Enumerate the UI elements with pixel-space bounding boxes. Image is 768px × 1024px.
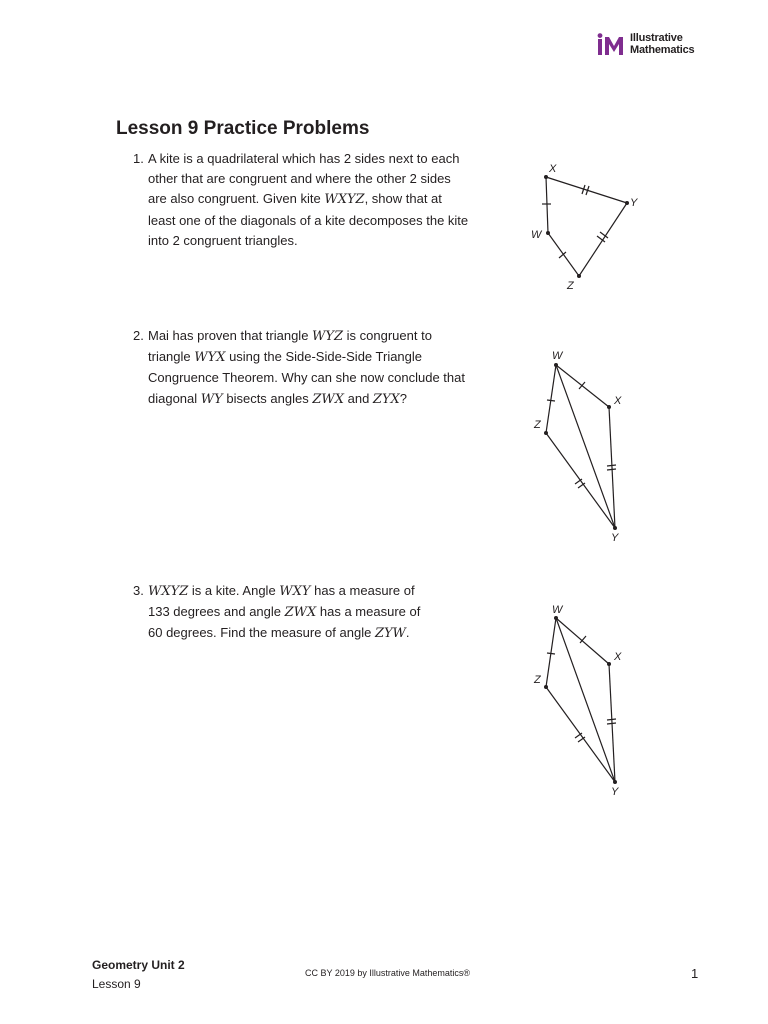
- brand-logo-text: [630, 33, 694, 56]
- problem-text-segment: and: [344, 390, 373, 406]
- vertex-label-x: X: [614, 651, 622, 663]
- kite-figure-1: [525, 158, 645, 293]
- vertex-label-z: Z: [534, 419, 541, 431]
- brand-line-1: Illustrative: [630, 32, 683, 44]
- problem-line: [148, 149, 468, 169]
- vertex-label-w: W: [552, 350, 563, 362]
- math-expression: ZYX: [372, 391, 400, 407]
- kite-figure-3: [525, 600, 645, 800]
- problem-text-segment: is congruent to: [343, 328, 432, 343]
- problem-text-segment: using the Side-Side-Side Triangle: [225, 349, 423, 365]
- problem-number: 3.: [133, 583, 144, 598]
- problem-text-segment: has a measure of: [310, 583, 415, 598]
- math-expression: WXYZ: [324, 192, 365, 208]
- problem-2: [133, 326, 465, 410]
- vertex-label-x: X: [614, 395, 622, 407]
- problem-text-segment: is a kite. Angle: [188, 583, 280, 598]
- vertex-label-y: Y: [611, 532, 619, 544]
- math-expression: WXY: [279, 584, 311, 599]
- problem-text-segment: triangle: [148, 349, 195, 365]
- math-expression: ZYW: [374, 626, 406, 642]
- problem-line: [148, 169, 468, 189]
- vertex-label-z: Z: [534, 674, 541, 686]
- kite-figure-2: [525, 345, 645, 545]
- problem-text-segment: Mai has proven that triangle: [148, 328, 313, 343]
- vertex-label-z: Z: [567, 280, 574, 292]
- footer-course: Geometry Unit 2: [92, 958, 185, 972]
- problem-line: [148, 389, 465, 410]
- vertex-label-w: W: [552, 604, 563, 616]
- math-expression: WYX: [194, 350, 226, 366]
- problem-3: [133, 581, 421, 645]
- footer-lesson: Lesson 9: [92, 977, 141, 991]
- problem-text-segment: 133 degrees and angle: [148, 604, 285, 620]
- vertex-label-y: Y: [630, 197, 638, 209]
- problem-text-segment: are also congruent. Given kite: [148, 191, 325, 207]
- problem-line: [148, 326, 465, 347]
- problem-text-segment: diagonal: [148, 390, 201, 406]
- problem-text-segment: 60 degrees. Find the measure of angle: [148, 625, 375, 641]
- problem-1: [133, 149, 469, 251]
- problem-text-segment: .: [405, 625, 410, 641]
- problem-text-segment: bisects angles: [222, 390, 313, 406]
- vertex-label-y: Y: [611, 786, 619, 798]
- problem-number: 1.: [133, 151, 144, 166]
- problem-text-segment: least one of the diagonals of a kite decomposes the kite: [148, 212, 469, 228]
- problem-line: [148, 189, 468, 210]
- problem-line: [148, 623, 420, 644]
- problem-number: 2.: [133, 328, 144, 343]
- math-expression: ZWX: [284, 605, 317, 621]
- vertex-label-x: X: [549, 163, 557, 175]
- math-expression: WYZ: [312, 329, 344, 344]
- problem-text-segment: other that are congruent and where the other 2 sides: [148, 171, 451, 187]
- vertex-label-w: W: [531, 229, 542, 241]
- problem-line: [148, 368, 465, 388]
- math-expression: WXYZ: [148, 584, 189, 599]
- problem-line: [148, 581, 420, 602]
- page-number: 1: [691, 966, 699, 981]
- problem-line: [148, 231, 468, 251]
- footer-course-info: [92, 956, 185, 994]
- page-title: Lesson 9 Practice Problems: [116, 118, 370, 139]
- problem-text-segment: Congruence Theorem. Why can she now conclude that: [148, 370, 465, 386]
- problem-text-segment: into 2 congruent triangles.: [148, 232, 298, 248]
- problem-text: [148, 326, 465, 410]
- problem-text-segment: , show that at: [364, 191, 442, 207]
- problem-text-segment: A kite is a quadrilateral which has 2 sides next to each: [148, 151, 460, 166]
- brand-line-2: Mathematics: [630, 43, 695, 56]
- problem-text: [148, 581, 420, 645]
- problem-text-segment: ?: [399, 390, 408, 406]
- math-expression: WY: [200, 391, 223, 407]
- problem-line: [148, 347, 465, 368]
- problem-line: [148, 602, 420, 623]
- im-logo-icon: [596, 33, 626, 57]
- math-expression: ZWX: [312, 391, 344, 407]
- problem-line: [148, 211, 468, 231]
- footer-license: CC BY 2019 by Illustrative Mathematics®: [305, 968, 471, 978]
- problem-text: [148, 149, 468, 251]
- problem-text-segment: has a measure of: [316, 604, 421, 620]
